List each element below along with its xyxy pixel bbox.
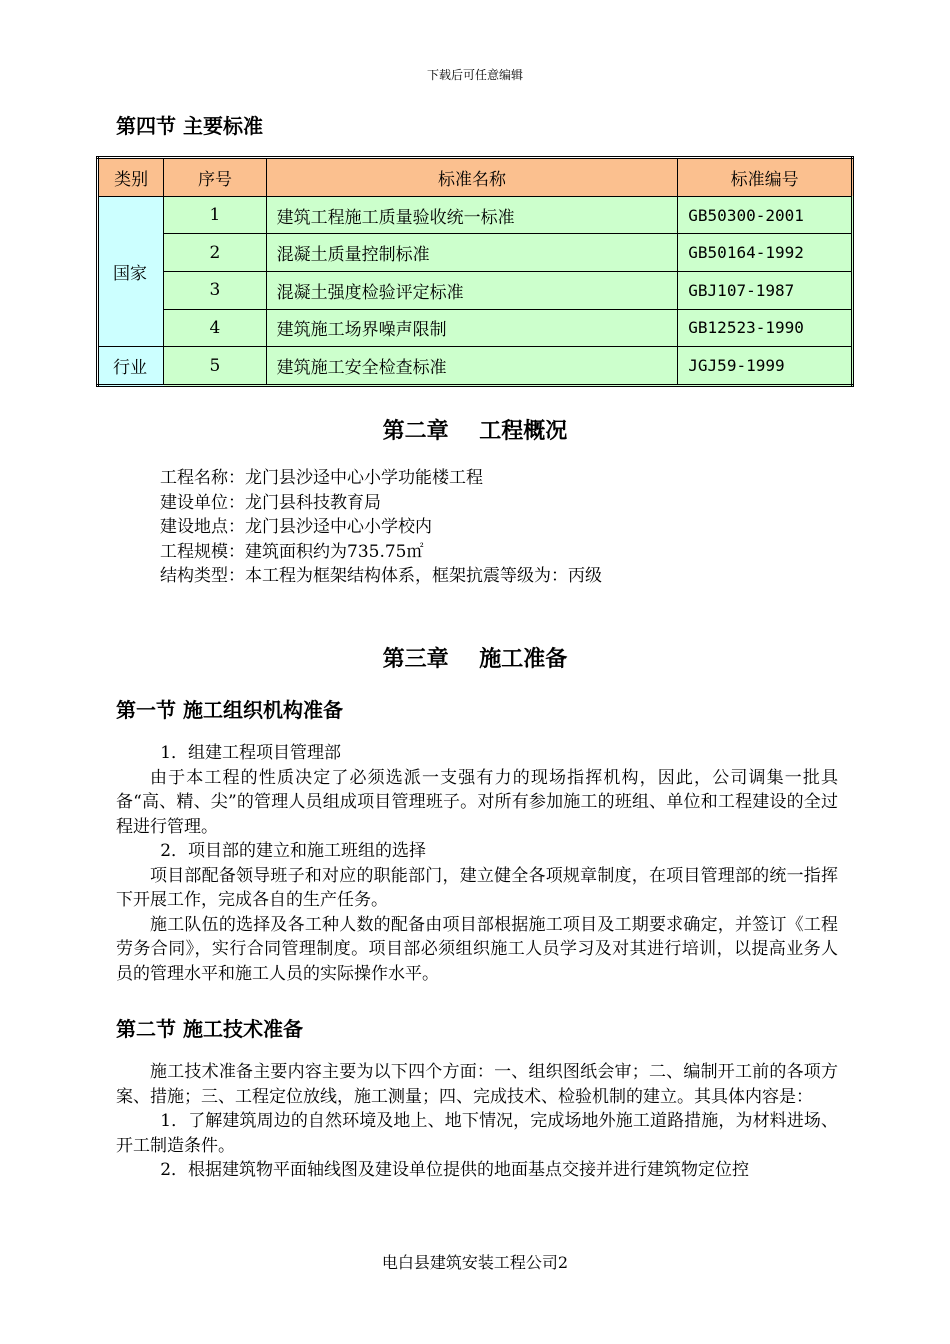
header-note: 下载后可任意编辑 xyxy=(426,68,523,82)
standard-code: GB50300-2001 xyxy=(678,196,853,234)
row-number: 4 xyxy=(164,309,266,347)
location-line: 建设地点：龙门县沙迳中心小学校内 xyxy=(160,517,432,538)
standard-name: 混凝土强度检验评定标准 xyxy=(266,271,678,309)
client-line: 建设单位：龙门县科技教育局 xyxy=(160,492,381,513)
category-national: 国家 xyxy=(98,196,164,347)
header-standard-name: 标准名称 xyxy=(266,158,678,197)
header-number: 序号 xyxy=(164,158,266,197)
paragraph: 2．项目部的建立和施工班组的选择 xyxy=(160,841,427,861)
header-category: 类别 xyxy=(98,158,164,197)
header-standard-code: 标准编号 xyxy=(678,158,853,197)
standard-code: GB12523-1990 xyxy=(678,309,853,347)
chapter-2-title xyxy=(0,414,950,445)
paragraph: 由于本工程的性质决定了必须选派一支强有力的现场指挥机构，因此，公司调集一批具备“高、精、尖”的管理人员组成项目管理班子。对所有参加施工的班组、单位和工程建设的全过程进行管理。 xyxy=(116,767,838,837)
chapter-3-title xyxy=(0,642,950,673)
paragraph: 施工技术准备主要内容主要为以下四个方面：一、组织图纸会审；二、编制开工前的各项方案、措施；三、工程定位放线，施工测量；四、完成技术、检验机制的建立。其具体内容是： xyxy=(116,1062,838,1107)
paragraph: 施工队伍的选择及各工种人数的配备由项目部根据施工项目及工期要求确定，并签订《工程劳务合同》，实行合同管理制度。项目部必须组织施工人员学习及对其进行培训，以提高业务人员的管理水平和施工人员的实际操作水平。 xyxy=(116,914,838,984)
standard-code: JGJ59-1999 xyxy=(678,347,853,386)
section-1-body xyxy=(116,741,838,986)
section-1-title: 第一节 施工组织机构准备 xyxy=(116,698,343,722)
row-number: 1 xyxy=(164,196,266,234)
chapter-3-title-text: 第三章 施工准备 xyxy=(382,647,568,672)
standard-name: 建筑工程施工质量验收统一标准 xyxy=(266,196,678,234)
table-row xyxy=(98,234,853,272)
chapter-2-title-text: 第二章 工程概况 xyxy=(382,419,568,444)
table-row xyxy=(98,196,853,234)
section-2-title: 第二节 施工技术准备 xyxy=(116,1017,303,1041)
structure-line: 结构类型：本工程为框架结构体系，框架抗震等级为：丙级 xyxy=(160,566,602,587)
paragraph: 1．了解建筑周边的自然环境及地上、地下情况，完成场地外施工道路措施，为材料进场、开工制造条件。 xyxy=(116,1111,838,1156)
standard-name: 混凝土质量控制标准 xyxy=(266,234,678,272)
table-row xyxy=(98,347,853,386)
row-number: 5 xyxy=(164,347,266,386)
section-4-title: 第四节 主要标准 xyxy=(116,114,263,138)
section-2-body xyxy=(116,1060,838,1183)
project-overview xyxy=(160,466,602,589)
standard-name: 建筑施工安全检查标准 xyxy=(266,347,678,386)
standard-code: GBJ107-1987 xyxy=(678,271,853,309)
paragraph: 2．根据建筑物平面轴线图及建设单位提供的地面基点交接并进行建筑物定位控 xyxy=(160,1160,750,1180)
table-row xyxy=(98,309,853,347)
table-row xyxy=(98,271,853,309)
standard-name: 建筑施工场界噪声限制 xyxy=(266,309,678,347)
paragraph: 项目部配备领导班子和对应的职能部门，建立健全各项规章制度，在项目管理部的统一指挥下开展工作，完成各自的生产任务。 xyxy=(116,865,838,910)
standards-table xyxy=(96,156,854,387)
row-number: 2 xyxy=(164,234,266,272)
category-industry: 行业 xyxy=(98,347,164,386)
standard-code: GB50164-1992 xyxy=(678,234,853,272)
paragraph: 1．组建工程项目管理部 xyxy=(160,743,342,763)
page-footer: 电白县建筑安装工程公司2 xyxy=(381,1253,569,1272)
project-name-line: 工程名称：龙门县沙迳中心小学功能楼工程 xyxy=(160,468,483,488)
scale-line: 工程规模：建筑面积约为735.75㎡ xyxy=(160,541,424,562)
table-header-row xyxy=(98,158,853,197)
row-number: 3 xyxy=(164,271,266,309)
